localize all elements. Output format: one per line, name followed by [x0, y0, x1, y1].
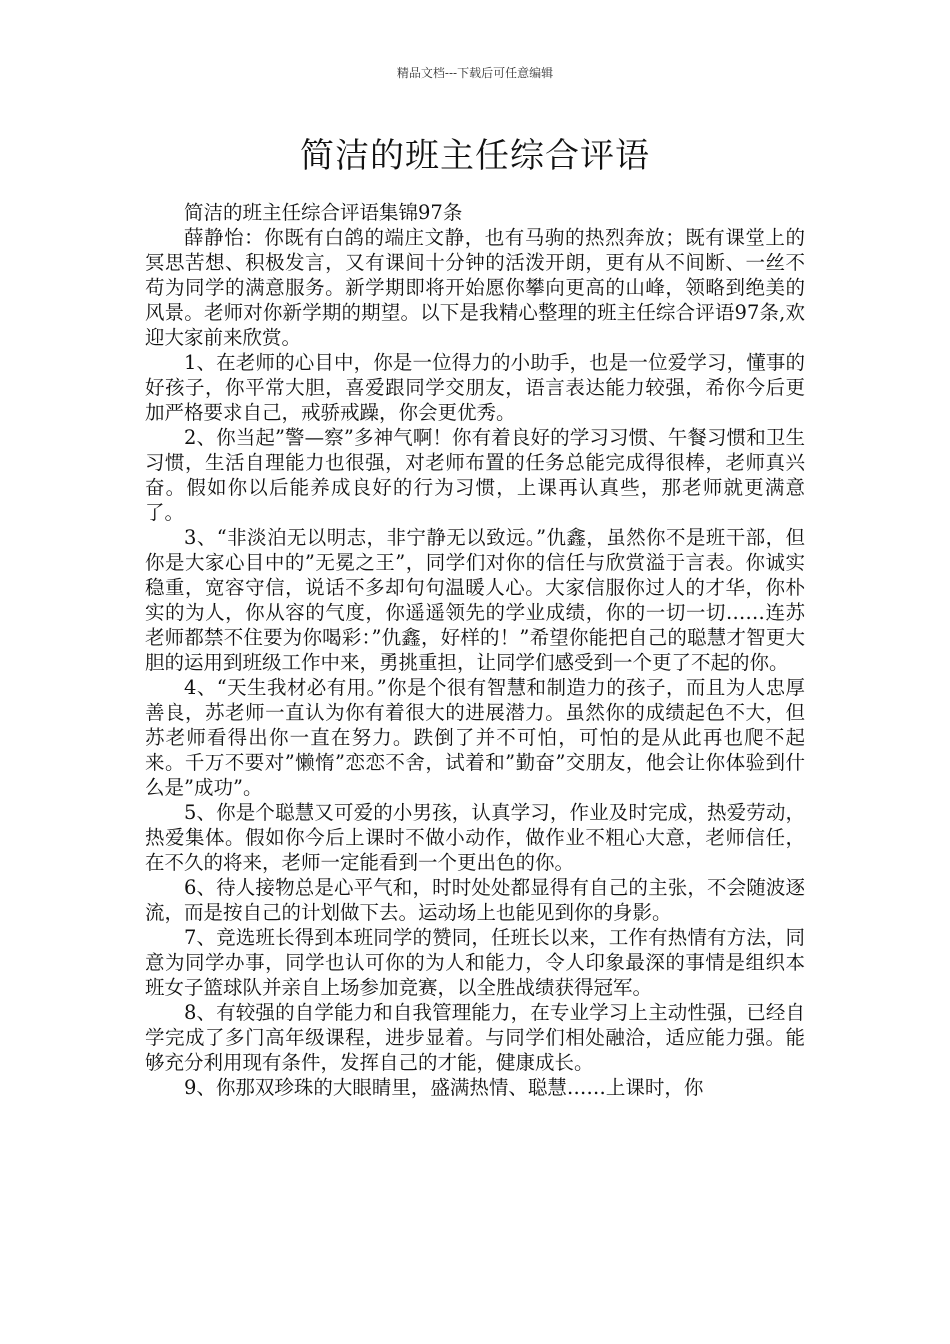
document-title: 简洁的班主任综合评语	[300, 136, 650, 176]
comment-item-5: 5、你是个聪慧又可爱的小男孩，认真学习，作业及时完成，热爱劳动，热爱集体。假如你今后上课时不做小动作，做作业不粗心大意，老师信任，在不久的将来，老师一定能看到一个更出色的你。	[145, 801, 805, 874]
document-subtitle: 简洁的班主任综合评语集锦97条	[184, 201, 463, 224]
comment-item-9: 9、你那双珍珠的大眼睛里，盛满热情、聪慧……上课时，你	[184, 1076, 704, 1099]
comment-item-6: 6、待人接物总是心平气和，时时处处都显得有自己的主张，不会随波逐流，而是按自己的计划做下去。运动场上也能见到你的身影。	[145, 876, 805, 924]
comment-item-3: 3、“非淡泊无以明志，非宁静无以致远。”仇鑫，虽然你不是班干部，但你是大家心目中的”无冕之王”，同学们对你的信任与欣赏溢于言表。你诚实稳重，宽容守信，说话不多却句句温暖人心。大家信服你过人的才华，你朴实的为人，你从容的气度，你遥遥领先的学业成绩，你的一切一切……连苏老师都禁不住要为你喝彩：”仇鑫，好样的！”希望你能把自己的聪慧才智更大胆的运用到班级工作中来，勇挑重担，让同学们感受到一个更了不起的你。	[145, 526, 805, 674]
comment-item-1: 1、在老师的心目中，你是一位得力的小助手，也是一位爱学习，懂事的好孩子，你平常大胆，喜爱跟同学交朋友，语言表达能力较强，希你今后更加严格要求自己，戒骄戒躁，你会更优秀。	[145, 351, 805, 424]
comment-item-8: 8、有较强的自学能力和自我管理能力，在专业学习上主动性强，已经自学完成了多门高年级课程，进步显着。与同学们相处融洽，适应能力强。能够充分利用现有条件，发挥自己的才能，健康成长。	[145, 1001, 805, 1074]
comment-item-2: 2、你当起”警—察”多神气啊！你有着良好的学习习惯、午餐习惯和卫生习惯，生活自理能力也很强，对老师布置的任务总能完成得很棒，老师真兴奋。假如你以后能养成良好的行为习惯，上课再认真些，那老师就更满意了。	[145, 426, 805, 524]
document-body	[145, 200, 805, 1100]
intro-paragraph: 薛静怡：你既有白鸽的端庄文静，也有马驹的热烈奔放；既有课堂上的冥思苦想、积极发言，又有课间十分钟的活泼开朗，更有从不间断、一丝不苟为同学的满意服务。新学期即将开始愿你攀向更高的山峰，领略到绝美的风景。老师对你新学期的期望。以下是我精心整理的班主任综合评语97条,欢迎大家前来欣赏。	[145, 226, 805, 349]
page-header-note: 精品文档---下载后可任意编辑	[396, 66, 554, 80]
comment-item-4: 4、“天生我材必有用。”你是个很有智慧和制造力的孩子，而且为人忠厚善良，苏老师一直认为你有着很大的进展潜力。虽然你的成绩起色不大，但苏老师看得出你一直在努力。跌倒了并不可怕，可怕的是从此再也爬不起来。千万不要对”懒惰”恋恋不舍，试着和”勤奋”交朋友，他会让你体验到什么是”成功”。	[145, 676, 805, 799]
comment-item-7: 7、竞选班长得到本班同学的赞同，任班长以来，工作有热情有方法，同意为同学办事，同学也认可你的为人和能力，令人印象最深的事情是组织本班女子篮球队并亲自上场参加竞赛，以全胜战绩获得冠军。	[145, 926, 805, 999]
